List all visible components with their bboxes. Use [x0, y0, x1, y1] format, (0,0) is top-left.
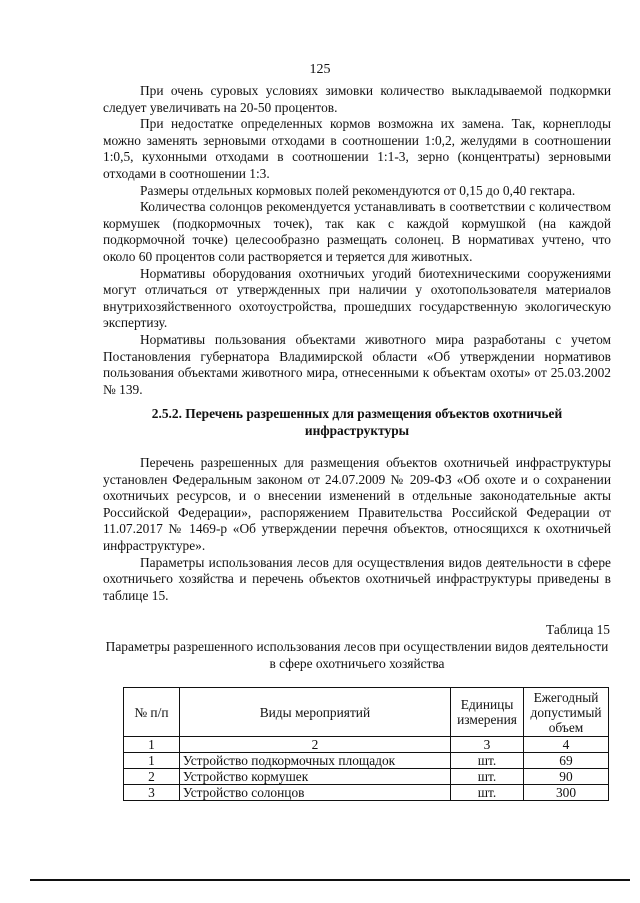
section-heading: 2.5.2. Перечень разрешенных для размещения объектов охотничьей инфраструктуры: [151, 406, 563, 438]
table-cell: шт.: [451, 753, 524, 769]
footer-divider: [30, 879, 630, 881]
table-caption: Параметры разрешенного использования лесов при осуществлении видов деятельности в сфере охотничьего хозяйства: [105, 639, 609, 671]
paragraph: Параметры использования лесов для осуществления видов деятельности в сфере охотничьего хозяйства и перечень объектов охотничьей инфраструктуры приведены в таблице 15.: [103, 554, 611, 603]
section-text: [103, 455, 611, 604]
table-index-row: [124, 737, 609, 753]
table-row: [124, 785, 609, 801]
table-cell: Устройство кормушек: [179, 769, 450, 785]
table-cell: Устройство солонцов: [179, 785, 450, 801]
table-cell: 4: [524, 737, 609, 753]
table-row: [124, 753, 609, 769]
table-cell: 2: [124, 769, 180, 785]
paragraph: Размеры отдельных кормовых полей рекомендуются от 0,15 до 0,40 гектара.: [140, 182, 576, 198]
header-cell: № п/п: [124, 688, 180, 737]
table-cell: 2: [179, 737, 450, 753]
paragraph: При очень суровых условиях зимовки количество выкладываемой подкормки следует увеличивать на 20-50 процентов.: [103, 83, 611, 115]
table-cell: Устройство подкормочных площадок: [179, 753, 450, 769]
paragraph: При недостатке определенных кормов возможна их замена. Так, корнеплоды можно заменять зерновыми отходами в соотношении 1:0,2, желудями в соотношении 1:0,5, кухонными отходами в соотношении 1:1-3, зерно (концентраты) зерновыми отходами в соотношении 1:3.: [103, 116, 611, 181]
paragraph: Перечень разрешенных для размещения объектов охотничьей инфраструктуры установлен Федеральным законом от 24.07.2009 № 209-ФЗ «Об охоте и о сохранении охотничьих ресурсов, и о внесении изменений в отдельные законодательные акты Российской Федерации», распоряжением Правительства Российской Федерации от 11.07.2017 № 1469-р «Об утверждении перечня объектов, относящихся к охотничьей инфраструктуре».: [103, 455, 611, 553]
table-cell: 3: [124, 785, 180, 801]
header-cell: Единицы измерения: [451, 688, 524, 737]
table-cell: шт.: [451, 785, 524, 801]
table-cell: 3: [451, 737, 524, 753]
body-text: [103, 83, 611, 398]
paragraph: Нормативы оборудования охотничьих угодий биотехническими сооружениями могут отличаться от утвержденных при наличии у охотопользователя материалов внутрихозяйственного охотоустройства, прошедших государственную экологическую экспертизу.: [103, 265, 611, 331]
table-cell: 90: [524, 769, 609, 785]
table-label: Таблица 15: [546, 622, 610, 637]
table-cell: 1: [124, 737, 180, 753]
table-cell: 1: [124, 753, 180, 769]
table-cell: шт.: [451, 769, 524, 785]
parameters-table: [123, 687, 609, 801]
table-cell: 69: [524, 753, 609, 769]
paragraph: Количества солонцов рекомендуется устанавливать в соответствии с количеством кормушек (подкормочных точек), так как с каждой кормушкой (на каждой подкормочной точке) целесообразно размещать солонец. В нормативах учтено, что около 60 процентов соли растворяется и теряется для животных.: [103, 199, 611, 264]
table-header-row: [124, 688, 609, 737]
table-row: [124, 769, 609, 785]
page-number: 125: [309, 62, 331, 77]
table-cell: 300: [524, 785, 609, 801]
header-cell: Виды мероприятий: [179, 688, 450, 737]
paragraph: Нормативы пользования объектами животного мира разработаны с учетом Постановления губернатора Владимирской области «Об утверждении нормативов пользования объектами животного мира, отнесенными к объектам охоты» от 25.03.2002 № 139.: [103, 331, 611, 397]
header-cell: Ежегодный допустимый объем: [524, 688, 609, 737]
